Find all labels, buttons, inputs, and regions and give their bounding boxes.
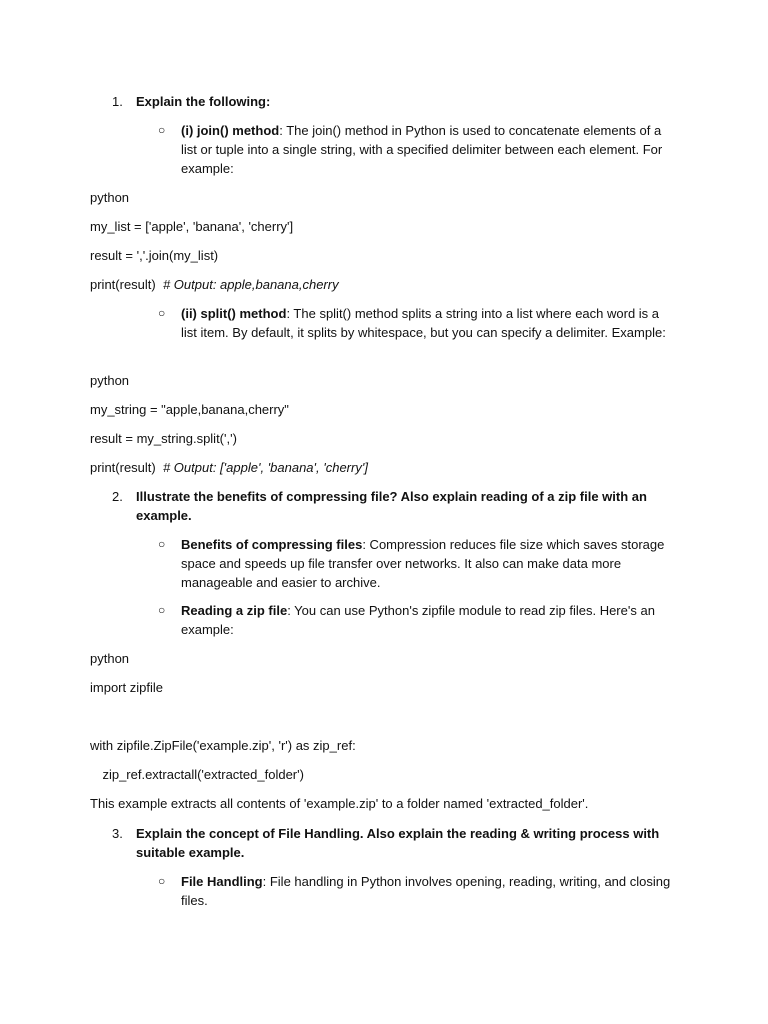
bullet-marker: ○ [158,874,166,888]
bullet-text [181,535,676,592]
code-line: result = my_string.split(',') [90,431,237,446]
explanation-text: This example extracts all contents of 'example.zip' to a folder named 'extracted_folder'. [90,796,589,811]
question-number: 3. [112,826,123,841]
bullet-marker: ○ [158,537,166,551]
bullet-text [181,121,676,178]
code-statement: print(result) [90,277,163,292]
bullet-term: (i) join() method [181,123,280,138]
code-line: my_string = "apple,banana,cherry" [90,402,289,417]
question-title: Explain the concept of File Handling. Also explain the reading & writing process with suitable example. [136,826,660,860]
question-3 [112,824,672,864]
bullet-marker: ○ [158,123,166,137]
bullet-term: Benefits of compressing files [181,537,363,552]
code-lang-label: python [90,373,130,388]
code-line: import zipfile [90,680,163,695]
question-1 [112,92,672,112]
question-number: 1. [112,94,123,109]
bullet-marker: ○ [158,306,166,320]
bullet-description: : You can use Python's zipfile module to read zip files. Here's an example: [181,603,655,637]
code-line: my_list = ['apple', 'banana', 'cherry'] [90,219,294,234]
bullet-compression-benefits [158,535,678,595]
bullet-split-method [158,304,678,364]
bullet-file-handling [158,872,678,912]
bullet-text [181,601,676,639]
bullet-text [181,872,676,910]
code-lang-label: python [90,651,130,666]
bullet-join-method [158,121,678,181]
question-title: Illustrate the benefits of compressing file? Also explain reading of a zip file with an example. [136,489,647,523]
bullet-description: : The split() method splits a string into a list where each word is a list item. By default, it splits by whitespace, but you can specify a delimiter. Example: [181,306,666,340]
code-lang-label: python [90,190,130,205]
code-comment: # Output: ['apple', 'banana', 'cherry'] [162,460,368,475]
code-line: with zipfile.ZipFile('example.zip', 'r') as zip_ref: [90,738,356,753]
code-line: result = ','.join(my_list) [90,248,219,263]
bullet-text [181,304,676,342]
code-line [90,458,368,477]
question-number: 2. [112,489,123,504]
bullet-term: (ii) split() method [181,306,287,321]
bullet-description: : The join() method in Python is used to concatenate elements of a list or tuple into a single string, with a specified delimiter between each element. For example: [181,123,663,176]
question-title: Explain the following: [136,94,271,109]
bullet-term: Reading a zip file [181,603,288,618]
bullet-term: File Handling [181,874,263,889]
bullet-reading-zip [158,601,678,641]
code-statement: print(result) [90,460,163,475]
bullet-description: : Compression reduces file size which saves storage space and speeds up file transfer over networks. It also can make data more manageable and easier to archive. [181,537,665,590]
question-2 [112,487,672,527]
bullet-marker: ○ [158,603,166,617]
code-line: zip_ref.extractall('extracted_folder') [88,767,304,782]
code-comment: # Output: apple,banana,cherry [162,277,339,292]
code-line [90,275,339,294]
bullet-description: : File handling in Python involves opening, reading, writing, and closing files. [181,874,671,908]
